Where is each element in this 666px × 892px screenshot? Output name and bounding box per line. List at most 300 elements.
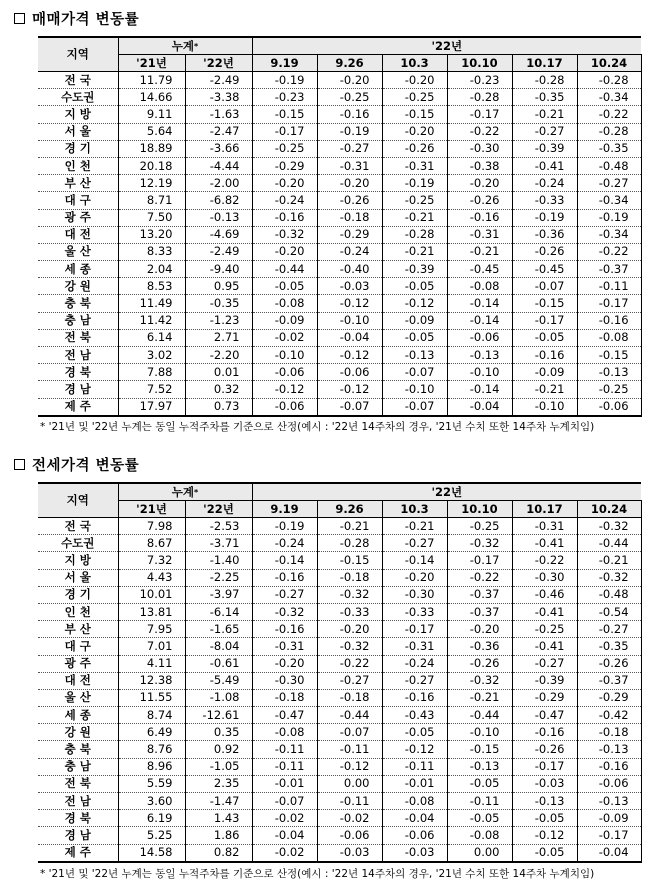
table-row bbox=[38, 707, 641, 724]
weekly-value: -0.06 bbox=[447, 329, 512, 346]
table-row bbox=[38, 278, 641, 295]
weekly-value: -0.26 bbox=[447, 192, 512, 209]
region-name: 전 국 bbox=[38, 518, 118, 535]
weekly-value: -0.16 bbox=[252, 569, 317, 586]
cumulative-value: 0.35 bbox=[185, 724, 252, 741]
region-name: 충 남 bbox=[38, 758, 118, 775]
cumulative-value: -3.97 bbox=[185, 586, 252, 603]
cumulative-value: 11.55 bbox=[118, 689, 185, 706]
region-name: 지 방 bbox=[38, 552, 118, 569]
region-name: 대 전 bbox=[38, 226, 118, 243]
weekly-value: -0.48 bbox=[577, 586, 641, 603]
weekly-value: -0.26 bbox=[512, 243, 577, 260]
cumulative-value: -6.82 bbox=[185, 192, 252, 209]
region-name: 서 울 bbox=[38, 569, 118, 586]
weekly-value: -0.27 bbox=[317, 672, 382, 689]
weekly-value: -0.16 bbox=[447, 209, 512, 226]
weekly-value: -0.05 bbox=[447, 775, 512, 792]
weekly-value: -0.11 bbox=[382, 758, 447, 775]
header-week: 9.19 bbox=[252, 501, 317, 518]
cumulative-value: 5.64 bbox=[118, 123, 185, 140]
cumulative-value: 0.73 bbox=[185, 398, 252, 416]
weekly-value: -0.44 bbox=[317, 707, 382, 724]
region-name: 지 방 bbox=[38, 106, 118, 123]
weekly-value: -0.01 bbox=[382, 775, 447, 792]
cumulative-value: -1.08 bbox=[185, 689, 252, 706]
cumulative-value: -3.71 bbox=[185, 535, 252, 552]
cumulative-value: 10.01 bbox=[118, 586, 185, 603]
weekly-value: -0.05 bbox=[382, 278, 447, 295]
weekly-value: -0.23 bbox=[447, 72, 512, 89]
weekly-value: -0.42 bbox=[577, 707, 641, 724]
weekly-value: -0.12 bbox=[317, 295, 382, 312]
header-week: 10.10 bbox=[447, 55, 512, 72]
weekly-value: -0.19 bbox=[512, 209, 577, 226]
cumulative-value: -2.00 bbox=[185, 175, 252, 192]
weekly-value: -0.54 bbox=[577, 603, 641, 620]
table-row bbox=[38, 758, 641, 775]
cumulative-value: 1.86 bbox=[185, 827, 252, 844]
weekly-value: -0.22 bbox=[512, 552, 577, 569]
weekly-value: -0.15 bbox=[512, 295, 577, 312]
cumulative-value: 18.89 bbox=[118, 140, 185, 157]
weekly-value: -0.04 bbox=[252, 827, 317, 844]
cumulative-value: -3.38 bbox=[185, 89, 252, 106]
cumulative-value: -1.47 bbox=[185, 793, 252, 810]
weekly-value: -0.17 bbox=[512, 758, 577, 775]
weekly-value: -0.02 bbox=[252, 844, 317, 862]
region-name: 부 산 bbox=[38, 621, 118, 638]
weekly-value: 0.00 bbox=[317, 775, 382, 792]
region-name: 대 구 bbox=[38, 638, 118, 655]
weekly-value: -0.20 bbox=[252, 175, 317, 192]
weekly-value: -0.05 bbox=[512, 810, 577, 827]
sale-price-rows bbox=[38, 72, 641, 416]
weekly-value: -0.11 bbox=[317, 793, 382, 810]
weekly-value: -0.06 bbox=[252, 398, 317, 416]
region-name: 서 울 bbox=[38, 123, 118, 140]
cumulative-value: 5.25 bbox=[118, 827, 185, 844]
weekly-value: -0.30 bbox=[512, 569, 577, 586]
cumulative-value: 2.71 bbox=[185, 329, 252, 346]
region-name: 전 남 bbox=[38, 793, 118, 810]
header-region: 지역 bbox=[38, 483, 118, 518]
cumulative-value: 14.58 bbox=[118, 844, 185, 862]
cumulative-value: -9.40 bbox=[185, 261, 252, 278]
table-row bbox=[38, 844, 641, 862]
cumulative-value: -12.61 bbox=[185, 707, 252, 724]
region-name: 경 북 bbox=[38, 364, 118, 381]
weekly-value: -0.32 bbox=[252, 603, 317, 620]
weekly-value: -0.25 bbox=[447, 518, 512, 535]
table-row bbox=[38, 569, 641, 586]
weekly-value: -0.04 bbox=[317, 329, 382, 346]
weekly-value: -0.28 bbox=[577, 72, 641, 89]
weekly-value: -0.03 bbox=[382, 844, 447, 862]
weekly-value: -0.13 bbox=[577, 793, 641, 810]
weekly-value: -0.33 bbox=[382, 603, 447, 620]
weekly-value: -0.28 bbox=[577, 123, 641, 140]
weekly-value: -0.43 bbox=[382, 707, 447, 724]
weekly-value: -0.24 bbox=[382, 655, 447, 672]
cumulative-value: 2.04 bbox=[118, 261, 185, 278]
weekly-value: -0.12 bbox=[382, 295, 447, 312]
region-name: 제 주 bbox=[38, 844, 118, 862]
table-row bbox=[38, 295, 641, 312]
weekly-value: -0.12 bbox=[317, 347, 382, 364]
weekly-value: -0.02 bbox=[252, 810, 317, 827]
cumulative-value: 4.43 bbox=[118, 569, 185, 586]
weekly-value: -0.27 bbox=[577, 175, 641, 192]
table-row bbox=[38, 243, 641, 260]
cumulative-value: -2.47 bbox=[185, 123, 252, 140]
table-row bbox=[38, 552, 641, 569]
weekly-value: -0.04 bbox=[447, 398, 512, 416]
region-name: 대 전 bbox=[38, 672, 118, 689]
weekly-value: -0.46 bbox=[512, 586, 577, 603]
weekly-value: -0.24 bbox=[252, 535, 317, 552]
table-row bbox=[38, 672, 641, 689]
header-cum-21: '21년 bbox=[118, 55, 185, 72]
weekly-value: -0.09 bbox=[577, 810, 641, 827]
weekly-value: -0.20 bbox=[447, 175, 512, 192]
region-name: 울 산 bbox=[38, 243, 118, 260]
region-name: 부 산 bbox=[38, 175, 118, 192]
cumulative-value: 11.49 bbox=[118, 295, 185, 312]
weekly-value: -0.47 bbox=[252, 707, 317, 724]
weekly-value: -0.14 bbox=[447, 381, 512, 398]
weekly-value: -0.20 bbox=[252, 243, 317, 260]
region-name: 수도권 bbox=[38, 535, 118, 552]
cumulative-value: 6.49 bbox=[118, 724, 185, 741]
weekly-value: -0.18 bbox=[577, 724, 641, 741]
weekly-value: -0.14 bbox=[252, 552, 317, 569]
weekly-value: -0.10 bbox=[447, 724, 512, 741]
table-row bbox=[38, 621, 641, 638]
weekly-value: -0.07 bbox=[382, 398, 447, 416]
weekly-value: -0.07 bbox=[317, 724, 382, 741]
weekly-value: -0.36 bbox=[447, 638, 512, 655]
section-title-text: 매매가격 변동률 bbox=[32, 11, 140, 28]
weekly-value: -0.17 bbox=[512, 312, 577, 329]
weekly-value: -0.06 bbox=[577, 398, 641, 416]
cumulative-value: 8.53 bbox=[118, 278, 185, 295]
weekly-value: -0.16 bbox=[512, 347, 577, 364]
weekly-value: -0.35 bbox=[577, 140, 641, 157]
table-row bbox=[38, 123, 641, 140]
table-row bbox=[38, 810, 641, 827]
weekly-value: -0.13 bbox=[382, 347, 447, 364]
table-row bbox=[38, 312, 641, 329]
weekly-value: -0.33 bbox=[512, 192, 577, 209]
cumulative-value: -0.13 bbox=[185, 209, 252, 226]
checkbox-square-icon bbox=[14, 459, 25, 470]
cumulative-value: 12.19 bbox=[118, 175, 185, 192]
cumulative-value: -1.05 bbox=[185, 758, 252, 775]
weekly-value: -0.17 bbox=[447, 106, 512, 123]
weekly-value: -0.30 bbox=[447, 140, 512, 157]
header-week: 9.19 bbox=[252, 55, 317, 72]
weekly-value: -0.29 bbox=[252, 157, 317, 174]
weekly-value: -0.21 bbox=[512, 381, 577, 398]
weekly-value: -0.07 bbox=[382, 364, 447, 381]
weekly-value: -0.16 bbox=[577, 312, 641, 329]
weekly-value: -0.20 bbox=[317, 621, 382, 638]
weekly-value: -0.32 bbox=[252, 226, 317, 243]
weekly-value: -0.17 bbox=[447, 552, 512, 569]
weekly-value: -0.27 bbox=[577, 621, 641, 638]
table-row bbox=[38, 689, 641, 706]
weekly-value: -0.12 bbox=[317, 381, 382, 398]
weekly-value: -0.05 bbox=[447, 810, 512, 827]
region-name: 전 국 bbox=[38, 72, 118, 89]
weekly-value: -0.24 bbox=[512, 175, 577, 192]
region-name: 세 종 bbox=[38, 261, 118, 278]
weekly-value: -0.09 bbox=[252, 312, 317, 329]
weekly-value: -0.17 bbox=[577, 827, 641, 844]
cumulative-value: 8.74 bbox=[118, 707, 185, 724]
weekly-value: -0.20 bbox=[382, 123, 447, 140]
weekly-value: -0.36 bbox=[512, 226, 577, 243]
weekly-value: -0.05 bbox=[512, 329, 577, 346]
cumulative-value: 8.67 bbox=[118, 535, 185, 552]
header-week: 10.3 bbox=[382, 55, 447, 72]
weekly-value: -0.07 bbox=[317, 398, 382, 416]
table-row bbox=[38, 106, 641, 123]
weekly-value: -0.16 bbox=[252, 209, 317, 226]
header-year22: '22년 bbox=[252, 37, 641, 55]
header-cum-22: '22년 bbox=[185, 501, 252, 518]
weekly-value: -0.41 bbox=[512, 157, 577, 174]
weekly-value: -0.37 bbox=[577, 261, 641, 278]
weekly-value: -0.30 bbox=[252, 672, 317, 689]
region-name: 충 북 bbox=[38, 295, 118, 312]
cumulative-value: 6.14 bbox=[118, 329, 185, 346]
weekly-value: -0.16 bbox=[512, 724, 577, 741]
weekly-value: -0.22 bbox=[447, 569, 512, 586]
region-name: 제 주 bbox=[38, 398, 118, 416]
header-cum-22: '22년 bbox=[185, 55, 252, 72]
weekly-value: -0.18 bbox=[252, 689, 317, 706]
cumulative-value: 0.82 bbox=[185, 844, 252, 862]
cumulative-value: 13.20 bbox=[118, 226, 185, 243]
jeonse-price-table bbox=[38, 482, 642, 863]
table-row bbox=[38, 398, 641, 416]
cumulative-value: 17.97 bbox=[118, 398, 185, 416]
weekly-value: -0.16 bbox=[577, 758, 641, 775]
sale-price-section-title bbox=[14, 7, 139, 29]
weekly-value: -0.08 bbox=[447, 278, 512, 295]
weekly-value: -0.37 bbox=[447, 586, 512, 603]
weekly-value: -0.15 bbox=[577, 347, 641, 364]
weekly-value: -0.06 bbox=[317, 827, 382, 844]
footnote: * '21년 및 '22년 누계는 동일 누적주차를 기준으로 산정(예시 : '22년 14주차의 경우, '21년 수치 또한 14주차 누계치임) bbox=[40, 421, 595, 433]
weekly-value: -0.32 bbox=[577, 569, 641, 586]
cumulative-value: 4.11 bbox=[118, 655, 185, 672]
weekly-value: -0.19 bbox=[252, 518, 317, 535]
weekly-value: 0.00 bbox=[447, 844, 512, 862]
weekly-value: -0.15 bbox=[447, 741, 512, 758]
table-row bbox=[38, 175, 641, 192]
region-name: 광 주 bbox=[38, 209, 118, 226]
weekly-value: -0.14 bbox=[447, 312, 512, 329]
region-name: 경 북 bbox=[38, 810, 118, 827]
weekly-value: -0.20 bbox=[447, 621, 512, 638]
cumulative-value: -4.44 bbox=[185, 157, 252, 174]
weekly-value: -0.24 bbox=[317, 243, 382, 260]
weekly-value: -0.26 bbox=[577, 655, 641, 672]
header-week: 10.3 bbox=[382, 501, 447, 518]
weekly-value: -0.05 bbox=[382, 724, 447, 741]
weekly-value: -0.06 bbox=[577, 775, 641, 792]
region-name: 전 북 bbox=[38, 329, 118, 346]
weekly-value: -0.14 bbox=[447, 295, 512, 312]
weekly-value: -0.16 bbox=[252, 621, 317, 638]
weekly-value: -0.11 bbox=[317, 741, 382, 758]
weekly-value: -0.19 bbox=[577, 209, 641, 226]
weekly-value: -0.17 bbox=[382, 621, 447, 638]
weekly-value: -0.21 bbox=[577, 552, 641, 569]
weekly-value: -0.03 bbox=[317, 278, 382, 295]
weekly-value: -0.12 bbox=[252, 381, 317, 398]
cumulative-value: -3.66 bbox=[185, 140, 252, 157]
header-week: 9.26 bbox=[317, 55, 382, 72]
cumulative-value: 8.71 bbox=[118, 192, 185, 209]
region-name: 경 기 bbox=[38, 586, 118, 603]
weekly-value: -0.25 bbox=[317, 89, 382, 106]
cumulative-value: -8.04 bbox=[185, 638, 252, 655]
weekly-value: -0.22 bbox=[447, 123, 512, 140]
weekly-value: -0.34 bbox=[577, 226, 641, 243]
cumulative-value: 0.01 bbox=[185, 364, 252, 381]
weekly-value: -0.32 bbox=[447, 535, 512, 552]
cumulative-value: 11.79 bbox=[118, 72, 185, 89]
weekly-value: -0.07 bbox=[512, 278, 577, 295]
cumulative-value: 3.02 bbox=[118, 347, 185, 364]
header-week: 10.17 bbox=[512, 501, 577, 518]
weekly-value: -0.24 bbox=[252, 192, 317, 209]
weekly-value: -0.16 bbox=[317, 106, 382, 123]
weekly-value: -0.21 bbox=[382, 209, 447, 226]
sale-price-table bbox=[38, 36, 642, 417]
cumulative-value: 0.92 bbox=[185, 741, 252, 758]
weekly-value: -0.25 bbox=[382, 89, 447, 106]
table-row bbox=[38, 518, 641, 535]
header-region: 지역 bbox=[38, 37, 118, 72]
cumulative-value: 9.11 bbox=[118, 106, 185, 123]
weekly-value: -0.10 bbox=[382, 381, 447, 398]
weekly-value: -0.08 bbox=[577, 329, 641, 346]
weekly-value: -0.11 bbox=[577, 278, 641, 295]
table-row bbox=[38, 535, 641, 552]
weekly-value: -0.32 bbox=[447, 672, 512, 689]
weekly-value: -0.21 bbox=[512, 106, 577, 123]
cumulative-value: 7.95 bbox=[118, 621, 185, 638]
weekly-value: -0.37 bbox=[577, 672, 641, 689]
cumulative-value: 7.88 bbox=[118, 364, 185, 381]
weekly-value: -0.23 bbox=[252, 89, 317, 106]
weekly-value: -0.05 bbox=[252, 278, 317, 295]
cumulative-value: 12.38 bbox=[118, 672, 185, 689]
weekly-value: -0.25 bbox=[382, 192, 447, 209]
header-year22: '22년 bbox=[252, 483, 641, 501]
weekly-value: -0.07 bbox=[252, 793, 317, 810]
region-name: 충 북 bbox=[38, 741, 118, 758]
weekly-value: -0.28 bbox=[512, 72, 577, 89]
cumulative-value: -2.49 bbox=[185, 72, 252, 89]
weekly-value: -0.26 bbox=[512, 741, 577, 758]
weekly-value: -0.39 bbox=[382, 261, 447, 278]
weekly-value: -0.35 bbox=[577, 638, 641, 655]
weekly-value: -0.22 bbox=[577, 243, 641, 260]
table-row bbox=[38, 140, 641, 157]
weekly-value: -0.20 bbox=[382, 72, 447, 89]
cumulative-value: 8.33 bbox=[118, 243, 185, 260]
weekly-value: -0.32 bbox=[317, 586, 382, 603]
cumulative-value: -1.23 bbox=[185, 312, 252, 329]
weekly-value: -0.18 bbox=[317, 569, 382, 586]
cumulative-value: 1.43 bbox=[185, 810, 252, 827]
cumulative-value: 14.66 bbox=[118, 89, 185, 106]
region-name: 전 남 bbox=[38, 347, 118, 364]
weekly-value: -0.21 bbox=[382, 243, 447, 260]
weekly-value: -0.15 bbox=[317, 552, 382, 569]
weekly-value: -0.10 bbox=[317, 312, 382, 329]
weekly-value: -0.12 bbox=[512, 827, 577, 844]
weekly-value: -0.05 bbox=[512, 844, 577, 862]
header-week: 10.10 bbox=[447, 501, 512, 518]
weekly-value: -0.22 bbox=[577, 106, 641, 123]
region-name: 경 남 bbox=[38, 827, 118, 844]
weekly-value: -0.19 bbox=[252, 72, 317, 89]
weekly-value: -0.25 bbox=[512, 621, 577, 638]
region-name: 강 원 bbox=[38, 724, 118, 741]
region-name: 대 구 bbox=[38, 192, 118, 209]
weekly-value: -0.35 bbox=[512, 89, 577, 106]
weekly-value: -0.06 bbox=[252, 364, 317, 381]
cumulative-value: 20.18 bbox=[118, 157, 185, 174]
weekly-value: -0.03 bbox=[317, 844, 382, 862]
weekly-value: -0.37 bbox=[447, 603, 512, 620]
cumulative-value: 13.81 bbox=[118, 603, 185, 620]
region-name: 강 원 bbox=[38, 278, 118, 295]
weekly-value: -0.38 bbox=[447, 157, 512, 174]
weekly-value: -0.21 bbox=[447, 243, 512, 260]
cumulative-value: 0.32 bbox=[185, 381, 252, 398]
table-row bbox=[38, 89, 641, 106]
region-name: 세 종 bbox=[38, 707, 118, 724]
weekly-value: -0.30 bbox=[382, 586, 447, 603]
cumulative-value: -1.65 bbox=[185, 621, 252, 638]
weekly-value: -0.28 bbox=[382, 226, 447, 243]
weekly-value: -0.28 bbox=[317, 535, 382, 552]
weekly-value: -0.28 bbox=[447, 89, 512, 106]
checkbox-square-icon bbox=[14, 13, 25, 24]
weekly-value: -0.25 bbox=[252, 140, 317, 157]
weekly-value: -0.14 bbox=[382, 552, 447, 569]
weekly-value: -0.47 bbox=[512, 707, 577, 724]
footnote: * '21년 및 '22년 누계는 동일 누적주차를 기준으로 산정(예시 : '22년 14주차의 경우, '21년 수치 또한 14주차 누계치임) bbox=[40, 868, 595, 880]
weekly-value: -0.17 bbox=[252, 123, 317, 140]
weekly-value: -0.10 bbox=[512, 398, 577, 416]
cumulative-value: -4.69 bbox=[185, 226, 252, 243]
table-row bbox=[38, 261, 641, 278]
weekly-value: -0.20 bbox=[317, 72, 382, 89]
table-row bbox=[38, 381, 641, 398]
weekly-value: -0.10 bbox=[447, 364, 512, 381]
weekly-value: -0.27 bbox=[512, 123, 577, 140]
region-name: 전 북 bbox=[38, 775, 118, 792]
